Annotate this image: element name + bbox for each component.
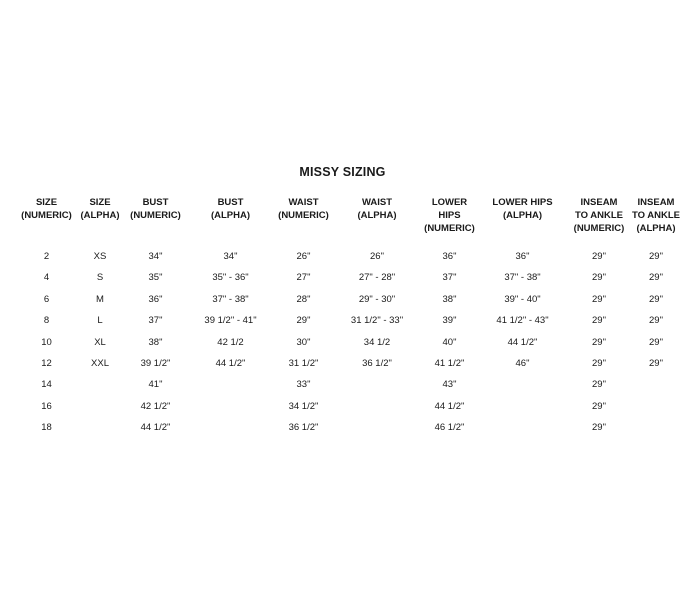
table-cell: 29" bbox=[592, 358, 606, 370]
table-cell: 29" - 30" bbox=[358, 293, 396, 305]
table-cell: 46" bbox=[515, 358, 530, 370]
table-cell bbox=[75, 396, 125, 417]
table-cell: M bbox=[96, 293, 104, 305]
table-cell: 34" bbox=[148, 251, 163, 262]
table-cell: 27" bbox=[296, 272, 311, 284]
column-header: SIZE (NUMERIC) bbox=[21, 197, 72, 221]
table-cell bbox=[332, 417, 422, 438]
table-cell: 29" bbox=[649, 336, 663, 348]
table-cell: 16 bbox=[41, 400, 52, 412]
table-cell: 6 bbox=[43, 293, 50, 305]
table-cell: 33" bbox=[296, 379, 311, 391]
table-cell: 27" - 28" bbox=[358, 272, 396, 284]
table-cell: 41" bbox=[148, 379, 163, 391]
table-row bbox=[18, 353, 682, 374]
table-cell: 10 bbox=[41, 336, 52, 348]
table-cell bbox=[75, 417, 125, 438]
column-header: INSEAM TO ANKLE (ALPHA) bbox=[631, 197, 681, 234]
column-header: BUST (ALPHA) bbox=[210, 197, 251, 221]
table-cell: XXL bbox=[91, 358, 109, 370]
table-cell: 29" bbox=[592, 315, 606, 327]
table-cell: 41 1/2" bbox=[434, 358, 465, 370]
column-header: BUST (NUMERIC) bbox=[130, 197, 181, 221]
table-cell: 29" bbox=[592, 251, 606, 262]
table-cell: 29" bbox=[649, 272, 663, 284]
table-cell bbox=[75, 374, 125, 395]
table-cell: 29" bbox=[592, 422, 606, 434]
table-row bbox=[18, 267, 682, 288]
table-cell: 29" bbox=[649, 358, 663, 370]
table-row bbox=[18, 417, 682, 438]
table-cell: 35" bbox=[148, 272, 163, 284]
chart-title: MISSY SIZING bbox=[299, 165, 386, 179]
column-header: WAIST (NUMERIC) bbox=[278, 197, 329, 221]
table-cell: 36 1/2" bbox=[288, 422, 319, 434]
table-cell: 29" bbox=[296, 315, 311, 327]
table-cell: 18 bbox=[41, 422, 52, 434]
table-cell bbox=[332, 396, 422, 417]
table-cell: 26" bbox=[296, 251, 311, 262]
table-cell: 39 1/2" - 41" bbox=[204, 315, 257, 327]
table-cell: XL bbox=[94, 336, 106, 348]
table-cell: 44 1/2" bbox=[140, 422, 171, 434]
table-cell: 38" bbox=[148, 336, 163, 348]
table-cell: 26" bbox=[370, 251, 384, 262]
table-cell: 40" bbox=[442, 336, 457, 348]
table-cell: 41 1/2" - 43" bbox=[496, 315, 549, 327]
table-cell: 42 1/2 bbox=[217, 336, 244, 348]
table-cell: 37" bbox=[148, 315, 163, 327]
table-cell bbox=[477, 396, 568, 417]
table-cell: 29" bbox=[592, 400, 606, 412]
table-cell: 29" bbox=[592, 379, 606, 391]
table-cell bbox=[186, 374, 275, 395]
table-cell: 43" bbox=[442, 379, 457, 391]
table-cell bbox=[186, 396, 275, 417]
table-cell: 39 1/2" bbox=[140, 358, 171, 370]
table-cell: 14 bbox=[41, 379, 52, 391]
table-cell bbox=[477, 417, 568, 438]
table-cell: 29" bbox=[592, 272, 606, 284]
table-cell bbox=[630, 374, 682, 395]
table-cell: 37" - 38" bbox=[504, 272, 541, 284]
table-cell: 38" bbox=[442, 293, 457, 305]
table-cell: 37" bbox=[442, 272, 457, 284]
table-cell: 36" bbox=[148, 293, 163, 305]
table-cell: 29" bbox=[592, 336, 606, 348]
table-row bbox=[18, 310, 682, 331]
table-cell: 36 1/2" bbox=[362, 358, 392, 370]
table-cell: 4 bbox=[43, 272, 50, 284]
table-row bbox=[18, 332, 682, 353]
table-cell: 28" bbox=[296, 293, 311, 305]
table-cell: 29" bbox=[649, 293, 663, 305]
table-row bbox=[18, 289, 682, 310]
table-cell: 39" bbox=[442, 315, 457, 327]
table-cell: 36" bbox=[442, 251, 457, 262]
column-header: WAIST (ALPHA) bbox=[357, 197, 397, 221]
table-cell: 36" bbox=[515, 251, 530, 262]
table-cell: 44 1/2" bbox=[507, 336, 538, 348]
table-cell: 35" - 36" bbox=[212, 272, 249, 284]
table-cell: 46 1/2" bbox=[434, 422, 465, 434]
table-cell bbox=[332, 374, 422, 395]
sizing-table bbox=[18, 196, 682, 439]
table-cell: 29" bbox=[649, 315, 663, 327]
column-header: LOWER HIPS (NUMERIC) bbox=[424, 197, 475, 234]
header-row bbox=[18, 196, 682, 246]
table-row bbox=[18, 374, 682, 395]
table-body bbox=[18, 246, 682, 439]
table-cell: L bbox=[97, 315, 103, 327]
table-cell: 34 1/2" bbox=[288, 400, 319, 412]
table-cell: 2 bbox=[43, 251, 50, 262]
table-cell: 34" bbox=[223, 251, 238, 262]
table-cell: 39" - 40" bbox=[504, 293, 541, 305]
table-cell: 34 1/2 bbox=[363, 336, 391, 348]
table-row bbox=[18, 396, 682, 417]
column-header: LOWER HIPS (ALPHA) bbox=[492, 197, 553, 221]
table-cell: 42 1/2" bbox=[140, 400, 171, 412]
column-header: SIZE (ALPHA) bbox=[80, 197, 120, 221]
table-cell: XS bbox=[93, 251, 107, 262]
table-cell: 8 bbox=[43, 315, 50, 327]
table-cell: 31 1/2" - 33" bbox=[350, 315, 404, 327]
table-cell bbox=[630, 417, 682, 438]
table-cell bbox=[477, 374, 568, 395]
table-cell bbox=[186, 417, 275, 438]
table-cell: 12 bbox=[41, 358, 52, 370]
table-cell: 29" bbox=[592, 293, 606, 305]
table-cell: 30" bbox=[296, 336, 311, 348]
column-header: INSEAM TO ANKLE (NUMERIC) bbox=[573, 197, 625, 234]
table-cell: 44 1/2" bbox=[434, 400, 465, 412]
table-cell: 31 1/2" bbox=[288, 358, 319, 370]
table-cell: 44 1/2" bbox=[215, 358, 246, 370]
table-cell: 37" - 38" bbox=[212, 293, 249, 305]
table-row bbox=[18, 246, 682, 267]
table-cell: S bbox=[96, 272, 104, 284]
table-cell: 29" bbox=[649, 251, 663, 262]
table-cell bbox=[630, 396, 682, 417]
